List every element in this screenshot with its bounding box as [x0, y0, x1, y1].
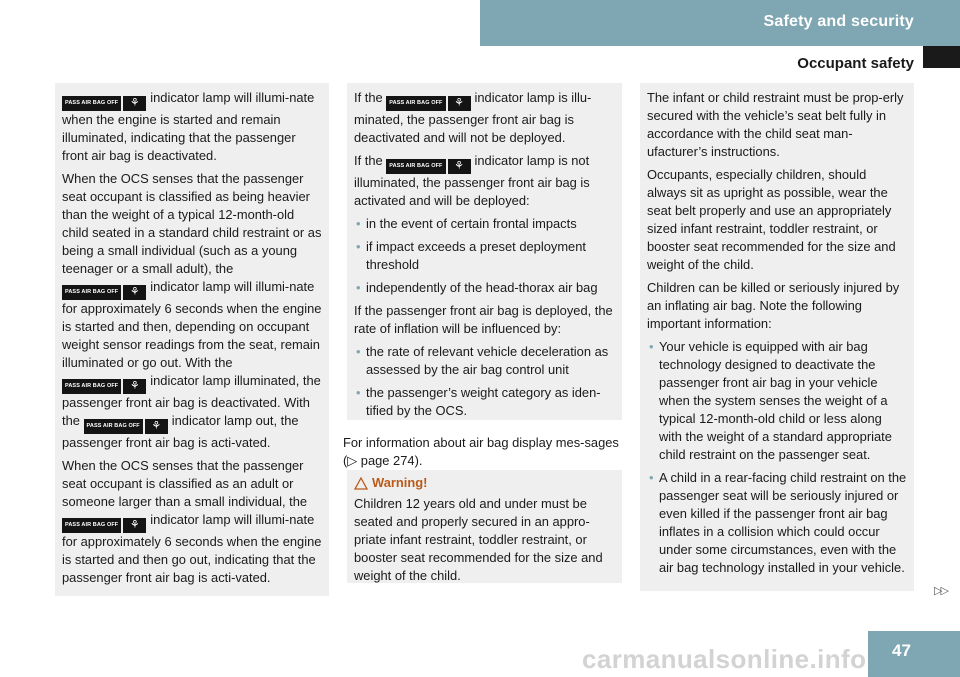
list-item: • Your vehicle is equipped with air bag technology designed to deactivate the passenger front air bag in your vehicle when the system senses the weight of a typical 12-month-old child or less along with the weight of a standard appropriate child restraint on the passenger seat.: [649, 339, 892, 462]
bullet-list: [647, 338, 908, 577]
page-number: 47: [868, 631, 960, 677]
paragraph: If the PASS AIR BAG OFF ⚘ indicator lamp is not illuminated, the passenger front air bag is activated and will be deployed:: [354, 153, 590, 208]
list-item: • the rate of relevant vehicle deceleration as assessed by the air bag control unit: [356, 344, 609, 377]
list-item: • in the event of certain frontal impacts: [356, 216, 577, 231]
paragraph: When the OCS senses that the passenger seat occupant is classified as being heavier than the weight of a typical 12-month-old child seated in a standard child restraint or as being a small individual (such as a young teenager or a small adult), the PASS AIR BAG OFF ⚘ indicator lamp will illumi-nate for approximately 6 seconds when the engine is started and then, depending on occupant weight sensor readings from the seat, remain illuminated or go out. With the PASS AIR BAG OFF ⚘ indicator lamp illuminated, the passenger front air bag is deactivated. With the PASS AIR BAG OFF ⚘ indicator lamp out, the passenger front air bag is acti-vated.: [62, 171, 322, 450]
pass-air-bag-off-lamp-icon: PASS AIR BAG OFF ⚘: [62, 285, 146, 300]
continue-arrow-icon: ▷▷: [934, 585, 947, 597]
paragraph: If the PASS AIR BAG OFF ⚘ indicator lamp is illu-minated, the passenger front air bag is deactivated and will not be deployed.: [354, 90, 592, 145]
pass-air-bag-off-lamp-icon: PASS AIR BAG OFF ⚘: [62, 518, 146, 533]
warning-text: Children 12 years old and under must be seated and properly secured in an appro-priate infant restraint, toddler restraint, or booster seat recommended for the size and weight of the child.: [354, 496, 603, 583]
page-reference-link[interactable]: page 274).: [357, 453, 423, 468]
column-1: [55, 83, 329, 596]
pass-air-bag-off-lamp-icon: PASS AIR BAG OFF ⚘: [84, 419, 168, 434]
section-marker: [923, 46, 960, 68]
page-reference-arrow-icon: ▷: [347, 453, 358, 468]
paragraph: The infant or child restraint must be prop-erly secured with the vehicle’s seat belt fully in accordance with the child seat man-ufacturer’s instructions.: [647, 90, 904, 159]
page-title: Occupant safety: [797, 55, 914, 72]
pass-air-bag-off-lamp-icon: PASS AIR BAG OFF ⚘: [386, 96, 470, 111]
paragraph: Occupants, especially children, should always sit as upright as possible, wear the seat belt properly and use an appropriately sized infant restraint, toddler restraint, or booster seat recommended for the size and weight of the child.: [647, 167, 896, 272]
pass-air-bag-off-lamp-icon: PASS AIR BAG OFF ⚘: [386, 159, 470, 174]
bullet-list: [354, 343, 616, 420]
info-paragraph: For information about air bag display mes-sages (▷ page 274).: [343, 435, 619, 468]
list-item: • the passenger’s weight category as iden-tified by the OCS.: [356, 385, 601, 418]
list-item: • if impact exceeds a preset deployment threshold: [356, 239, 586, 272]
warning-heading: Warning!: [354, 474, 616, 492]
paragraph: Children can be killed or seriously injured by an inflating air bag. Note the following important information:: [647, 280, 900, 331]
bullet-list: [354, 215, 616, 297]
list-item: • A child in a rear-facing child restraint on the passenger seat will be seriously injured or even killed if the passenger front air bag inflates in a collision which could occur under some circumstances, even with the air bag technology installed in your vehicle.: [649, 470, 907, 575]
column-3: [640, 83, 914, 591]
section-title: Safety and security: [763, 13, 914, 30]
pass-air-bag-off-lamp-icon: PASS AIR BAG OFF ⚘: [62, 379, 146, 394]
column-2: [347, 83, 622, 420]
paragraph: If the passenger front air bag is deployed, the rate of inflation will be influenced by:: [354, 303, 613, 336]
list-item: • independently of the head-thorax air bag: [356, 280, 598, 295]
paragraph: When the OCS senses that the passenger seat occupant is classified as an adult or someone larger than a small individual, the PASS AIR BAG OFF ⚘ indicator lamp will illumi-nate for approximately 6 seconds when the engine is started and then go out, indicating that the passenger front air bag is acti-vated.: [62, 458, 322, 585]
watermark: carmanualsonline.info: [582, 644, 867, 674]
pass-air-bag-off-lamp-icon: PASS AIR BAG OFF ⚘: [62, 96, 146, 111]
paragraph: PASS AIR BAG OFF ⚘ indicator lamp will illumi-nate when the engine is started and remain illuminated, indicating that the passenger front air bag is deactivated.: [62, 90, 315, 163]
warning-triangle-icon: [354, 477, 368, 490]
warning-box: [347, 470, 622, 583]
